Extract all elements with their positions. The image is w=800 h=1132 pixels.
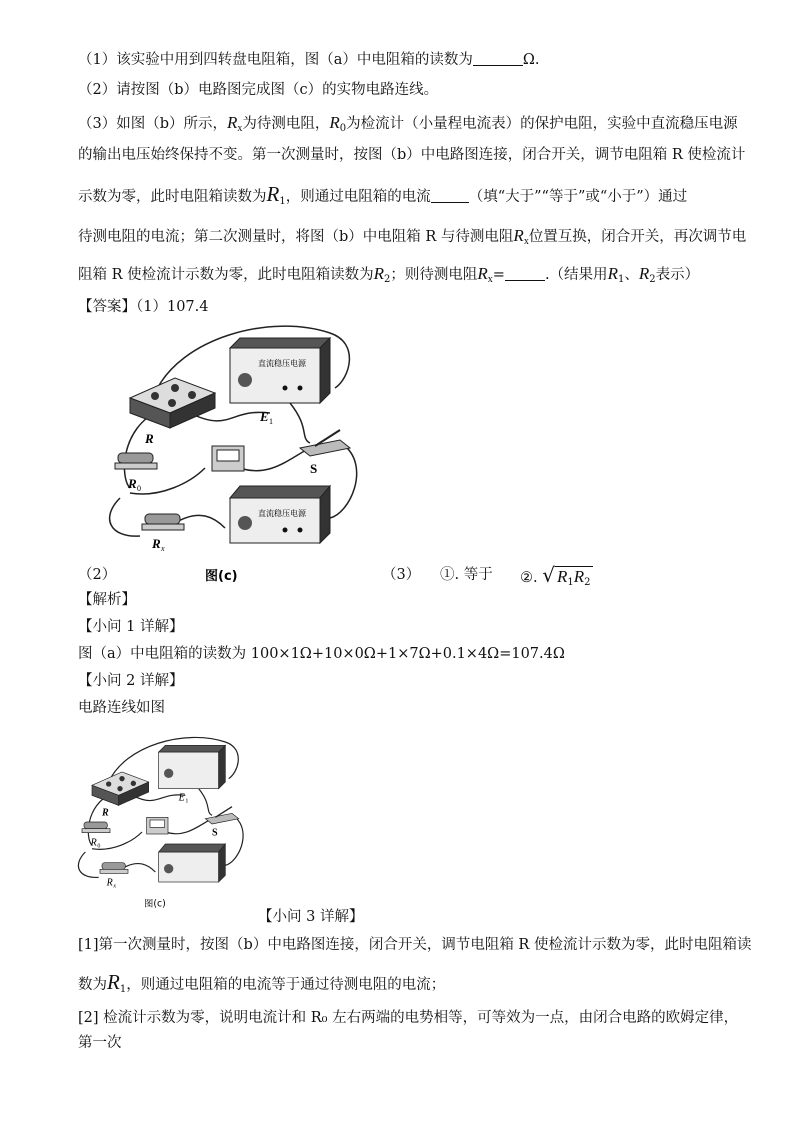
sqrt-radicand: $R_1R_2$ [555, 566, 593, 593]
question-2: （2）请按图（b）电路图完成图（c）的实物电路连线。 [78, 82, 439, 98]
analysis-p2: [2] 检流计示数为零，说明电流计和 R₀ 左右两端的电势相等，可等效为一点，由闭合电路的欧姆定律， [78, 1010, 739, 1026]
power-supply-icon [230, 338, 330, 403]
label-rx: R [106, 877, 113, 889]
answer-choice-2: ②. √ $R_1R_2$ [520, 565, 593, 593]
sub3-heading: 【小问 3 详解】 [258, 909, 364, 925]
label-r0: R [90, 837, 97, 849]
answer-blank [473, 51, 523, 66]
sub2-text: 电路连线如图 [78, 700, 165, 716]
analysis-p1: [1]第一次测量时，按图（b）中电路图连接，闭合开关，调节电阻箱 R 使检流计示数为零，此时电阻箱读 [78, 937, 752, 953]
analysis-p3: 第一次 [78, 1035, 122, 1051]
sub1-heading: 【小问 1 详解】 [78, 619, 184, 635]
question-3-line-5: 阻箱 R 使检流计示数为零，此时电阻箱读数为$R_2$；则待测电阻$R_x=$ .（结果用$R_1$、$R_2$表示） [78, 264, 700, 285]
answer-choice-1: ①. 等于 [440, 567, 493, 583]
galvanometer-icon [147, 817, 168, 834]
switch-icon [300, 430, 350, 456]
psu-label: 直流稳压电源 [258, 359, 306, 368]
label-s: S [310, 461, 318, 476]
resistor-rx-icon [100, 863, 128, 874]
figure-caption: 图(c) [144, 898, 166, 910]
sub1-text: 图（a）中电阻箱的读数为 100×1Ω+10×0Ω+1×7Ω+0.1×4Ω=107.4Ω [78, 646, 565, 662]
question-3-line-4: 待测电阻的电流；第二次测量时，将图（b）中电阻箱 R 与待测电阻$R_x$位置互换，闭合开关，再次调节电 [78, 226, 747, 247]
svg-text:0: 0 [137, 484, 141, 493]
answer-label: 【答案】（1）107.4 [78, 299, 209, 315]
circuit-figure-1 [100, 318, 400, 592]
analysis-label: 【解析】 [78, 592, 136, 608]
label-s: S [212, 827, 218, 839]
question-3-line-1: （3）如图（b）所示，$R_x$为待测电阻，$R_0$为检流计（小量程电流表）的保护电阻，实验中直流稳压电源 [78, 113, 738, 134]
label-r0: R [128, 476, 137, 491]
circuit-figure-2 [72, 722, 272, 926]
answer-blank [505, 266, 545, 281]
label-r: R [102, 807, 109, 819]
answer-blank [431, 188, 469, 203]
question-3-line-2: 的输出电压始终保持不变。第一次测量时，按图（b）中电路图连接，闭合开关，调节电阻箱 R 使检流计 [78, 147, 746, 163]
question-3-line-3: 示数为零，此时电阻箱读数为$R_1$，则通过电阻箱的电流 （填“大于”“等于”或“小于”）通过 [78, 182, 688, 207]
resistor-r0-icon [115, 453, 157, 469]
answer-part-2: （2） [78, 567, 117, 583]
galvanometer-icon [212, 446, 244, 471]
circuit-diagram-svg [100, 318, 400, 588]
figure-caption: 图(c) [205, 569, 238, 584]
svg-text:x: x [161, 544, 165, 553]
analysis-p1-cont: 数为$R_1$，则通过电阻箱的电流等于通过待测电阻的电流； [78, 970, 446, 995]
label-e1: E [178, 792, 185, 804]
switch-icon [205, 807, 238, 824]
sub2-heading: 【小问 2 详解】 [78, 673, 184, 689]
psu-label: 直流稳压电源 [258, 509, 306, 518]
svg-text:x: x [113, 883, 117, 890]
svg-text:1: 1 [269, 417, 273, 426]
svg-text:1: 1 [185, 798, 189, 805]
label-e1: E [260, 409, 269, 424]
resistor-rx-icon [142, 514, 184, 530]
power-supply-icon [159, 844, 226, 882]
resistor-r0-icon [82, 822, 110, 833]
label-r: R [145, 431, 154, 446]
answer-part-3: （3） [382, 567, 421, 583]
svg-text:0: 0 [97, 843, 101, 850]
label-rx: R [152, 536, 161, 551]
power-supply-icon [159, 745, 226, 788]
question-1: （1）该实验中用到四转盘电阻箱，图（a）中电阻箱的读数为 Ω. [78, 52, 540, 68]
circuit-diagram-svg [72, 722, 272, 922]
sqrt-icon: √ [542, 563, 555, 587]
